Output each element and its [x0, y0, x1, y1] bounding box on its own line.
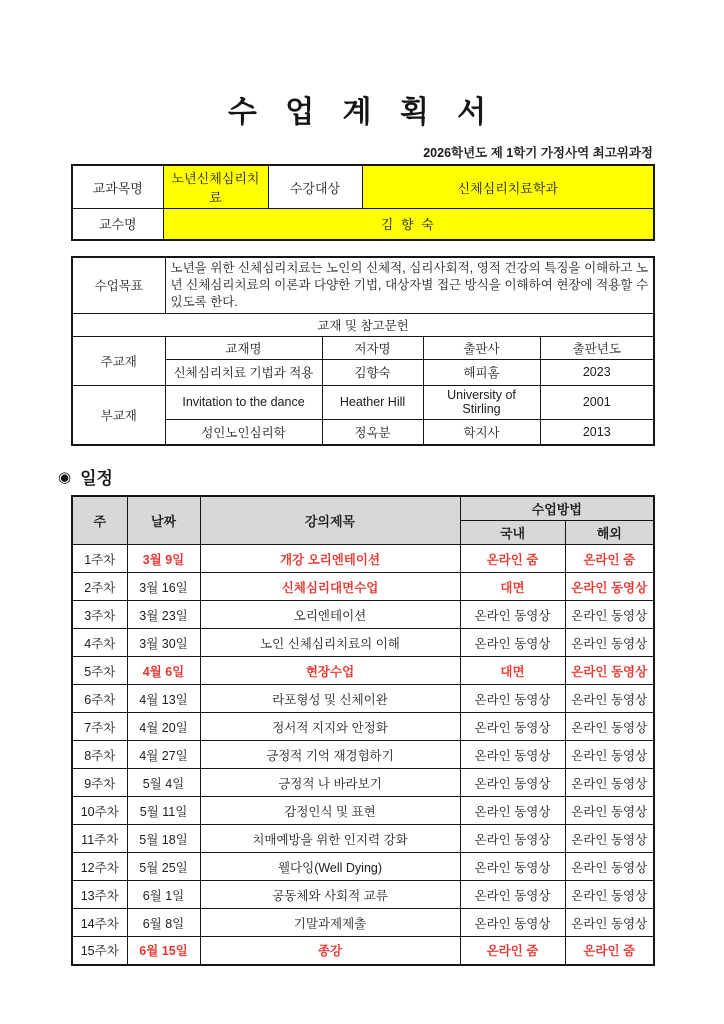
schedule-date-cell: 5월 11일	[127, 797, 200, 825]
col-header-date: 날짜	[127, 496, 200, 545]
schedule-domestic-cell: 대면	[460, 657, 565, 685]
schedule-overseas-cell: 온라인 동영상	[565, 629, 654, 657]
objectives-references-table	[71, 256, 655, 447]
schedule-title-cell: 신체심리대면수업	[200, 573, 460, 601]
schedule-row	[72, 937, 654, 965]
schedule-domestic-cell: 온라인 동영상	[460, 685, 565, 713]
col-header-author: 저자명	[322, 336, 423, 359]
page-title: 수 업 계 획 서	[227, 96, 497, 129]
schedule-title-cell: 감정인식 및 표현	[200, 797, 460, 825]
book-publisher: 해피홈	[423, 359, 540, 385]
schedule-title-cell: 노인 신체심리치료의 이해	[200, 629, 460, 657]
col-header-year: 출판년도	[540, 336, 654, 359]
schedule-week-cell: 8주차	[72, 741, 127, 769]
page-subtitle: 2026학년도 제 1학기 가정사역 최고위과정	[423, 146, 653, 160]
schedule-week-cell: 5주차	[72, 657, 127, 685]
schedule-week-cell: 14주차	[72, 909, 127, 937]
subject-value: 노년신체심리치료	[163, 165, 268, 209]
professor-row	[72, 209, 654, 240]
schedule-week-cell: 3주차	[72, 601, 127, 629]
schedule-row	[72, 909, 654, 937]
schedule-date-cell: 5월 4일	[127, 769, 200, 797]
course-info-table	[71, 164, 655, 241]
objectives-text: 노년을 위한 신체심리치료는 노인의 신체적, 심리사회적, 영적 건강의 특징을 이해하고 노년 신체심리치료의 이론과 다양한 기법, 대상자별 접근 방식을 이해하여 현장에 적용할 수 있도록 한다.	[165, 257, 654, 314]
course-info-row	[72, 165, 654, 209]
schedule-domestic-cell: 온라인 줌	[460, 937, 565, 965]
book-year: 2001	[540, 385, 654, 419]
schedule-date-cell: 4월 6일	[127, 657, 200, 685]
schedule-title-cell: 기말과제제출	[200, 909, 460, 937]
col-header-domestic: 국내	[460, 521, 565, 545]
schedule-overseas-cell: 온라인 동영상	[565, 853, 654, 881]
schedule-date-cell: 6월 8일	[127, 909, 200, 937]
schedule-row	[72, 825, 654, 853]
schedule-week-cell: 11주차	[72, 825, 127, 853]
schedule-overseas-cell: 온라인 동영상	[565, 825, 654, 853]
schedule-overseas-cell: 온라인 동영상	[565, 881, 654, 909]
schedule-week-cell: 2주차	[72, 573, 127, 601]
fisheye-bullet-icon: ◉	[58, 468, 72, 486]
book-publisher: 학지사	[423, 419, 540, 445]
schedule-overseas-cell: 온라인 동영상	[565, 713, 654, 741]
schedule-week-cell: 4주차	[72, 629, 127, 657]
schedule-title-cell: 정서적 지지와 안정화	[200, 713, 460, 741]
schedule-date-cell: 5월 18일	[127, 825, 200, 853]
subject-label: 교과목명	[72, 165, 163, 209]
professor-label: 교수명	[72, 209, 163, 240]
schedule-row	[72, 545, 654, 573]
schedule-week-cell: 13주차	[72, 881, 127, 909]
schedule-overseas-cell: 온라인 동영상	[565, 685, 654, 713]
schedule-row	[72, 853, 654, 881]
schedule-table	[71, 495, 655, 966]
schedule-title-cell: 웰다잉(Well Dying)	[200, 853, 460, 881]
schedule-title-cell: 공동체와 사회적 교류	[200, 881, 460, 909]
book-title: 신체심리치료 기법과 적용	[165, 359, 322, 385]
schedule-body	[72, 545, 654, 965]
schedule-domestic-cell: 온라인 동영상	[460, 797, 565, 825]
schedule-title-cell: 오리엔테이션	[200, 601, 460, 629]
col-header-lecture-title: 강의제목	[200, 496, 460, 545]
schedule-row	[72, 601, 654, 629]
secondary-book-row	[72, 385, 654, 419]
schedule-overseas-cell: 온라인 동영상	[565, 909, 654, 937]
schedule-row	[72, 657, 654, 685]
schedule-row	[72, 573, 654, 601]
schedule-domestic-cell: 온라인 동영상	[460, 825, 565, 853]
book-year: 2023	[540, 359, 654, 385]
schedule-row	[72, 741, 654, 769]
target-label: 수강대상	[268, 165, 362, 209]
schedule-date-cell: 3월 16일	[127, 573, 200, 601]
schedule-overseas-cell: 온라인 줌	[565, 937, 654, 965]
col-header-overseas: 해외	[565, 521, 654, 545]
target-value: 신체심리치료학과	[362, 165, 654, 209]
references-section-title: 교재 및 참고문헌	[72, 313, 654, 336]
schedule-domestic-cell: 온라인 동영상	[460, 853, 565, 881]
schedule-overseas-cell: 온라인 동영상	[565, 769, 654, 797]
book-title: Invitation to the dance	[165, 385, 322, 419]
schedule-title-cell: 긍정적 기억 재경험하기	[200, 741, 460, 769]
schedule-domestic-cell: 온라인 동영상	[460, 741, 565, 769]
schedule-row	[72, 685, 654, 713]
schedule-title-cell: 현장수업	[200, 657, 460, 685]
schedule-title-cell: 긍정적 나 바라보기	[200, 769, 460, 797]
schedule-domestic-cell: 온라인 동영상	[460, 769, 565, 797]
schedule-overseas-cell: 온라인 동영상	[565, 573, 654, 601]
references-section-row	[72, 313, 654, 336]
schedule-week-cell: 15주차	[72, 937, 127, 965]
schedule-row	[72, 629, 654, 657]
schedule-date-cell: 3월 23일	[127, 601, 200, 629]
schedule-domestic-cell: 온라인 동영상	[460, 909, 565, 937]
schedule-date-cell: 3월 30일	[127, 629, 200, 657]
schedule-date-cell: 4월 20일	[127, 713, 200, 741]
schedule-overseas-cell: 온라인 줌	[565, 545, 654, 573]
schedule-domestic-cell: 온라인 동영상	[460, 713, 565, 741]
schedule-week-cell: 1주차	[72, 545, 127, 573]
schedule-overseas-cell: 온라인 동영상	[565, 797, 654, 825]
schedule-domestic-cell: 온라인 줌	[460, 545, 565, 573]
objectives-label: 수업목표	[72, 257, 165, 314]
references-header-row	[72, 336, 654, 359]
schedule-row	[72, 713, 654, 741]
schedule-week-cell: 10주차	[72, 797, 127, 825]
schedule-date-cell: 5월 25일	[127, 853, 200, 881]
schedule-week-cell: 6주차	[72, 685, 127, 713]
book-author: 김향숙	[322, 359, 423, 385]
primary-textbook-label: 주교재	[72, 336, 165, 385]
objectives-row	[72, 257, 654, 314]
schedule-row	[72, 881, 654, 909]
schedule-week-cell: 9주차	[72, 769, 127, 797]
schedule-section-title: 일정	[80, 469, 113, 488]
schedule-week-cell: 7주차	[72, 713, 127, 741]
schedule-overseas-cell: 온라인 동영상	[565, 741, 654, 769]
col-header-book-title: 교재명	[165, 336, 322, 359]
secondary-textbook-label: 부교재	[72, 385, 165, 445]
col-header-method: 수업방법	[460, 496, 654, 521]
schedule-header-row	[72, 496, 654, 521]
schedule-title-cell: 종강	[200, 937, 460, 965]
schedule-row	[72, 769, 654, 797]
col-header-week: 주	[72, 496, 127, 545]
schedule-domestic-cell: 온라인 동영상	[460, 601, 565, 629]
schedule-row	[72, 797, 654, 825]
schedule-domestic-cell: 대면	[460, 573, 565, 601]
schedule-title-cell: 개강 오리엔테이션	[200, 545, 460, 573]
schedule-overseas-cell: 온라인 동영상	[565, 657, 654, 685]
professor-value: 김 향 숙	[163, 209, 654, 240]
book-title: 성인노인심리학	[165, 419, 322, 445]
schedule-domestic-cell: 온라인 동영상	[460, 629, 565, 657]
book-author: 정옥분	[322, 419, 423, 445]
book-publisher: University of Stirling	[423, 385, 540, 419]
schedule-section-heading	[58, 464, 724, 489]
col-header-publisher: 출판사	[423, 336, 540, 359]
book-author: Heather Hill	[322, 385, 423, 419]
schedule-title-cell: 라포형성 및 신체이완	[200, 685, 460, 713]
schedule-date-cell: 6월 15일	[127, 937, 200, 965]
schedule-date-cell: 3월 9일	[127, 545, 200, 573]
schedule-date-cell: 4월 27일	[127, 741, 200, 769]
schedule-domestic-cell: 온라인 동영상	[460, 881, 565, 909]
schedule-title-cell: 치매예방을 위한 인지력 강화	[200, 825, 460, 853]
schedule-overseas-cell: 온라인 동영상	[565, 601, 654, 629]
schedule-date-cell: 4월 13일	[127, 685, 200, 713]
schedule-date-cell: 6월 1일	[127, 881, 200, 909]
book-year: 2013	[540, 419, 654, 445]
schedule-week-cell: 12주차	[72, 853, 127, 881]
